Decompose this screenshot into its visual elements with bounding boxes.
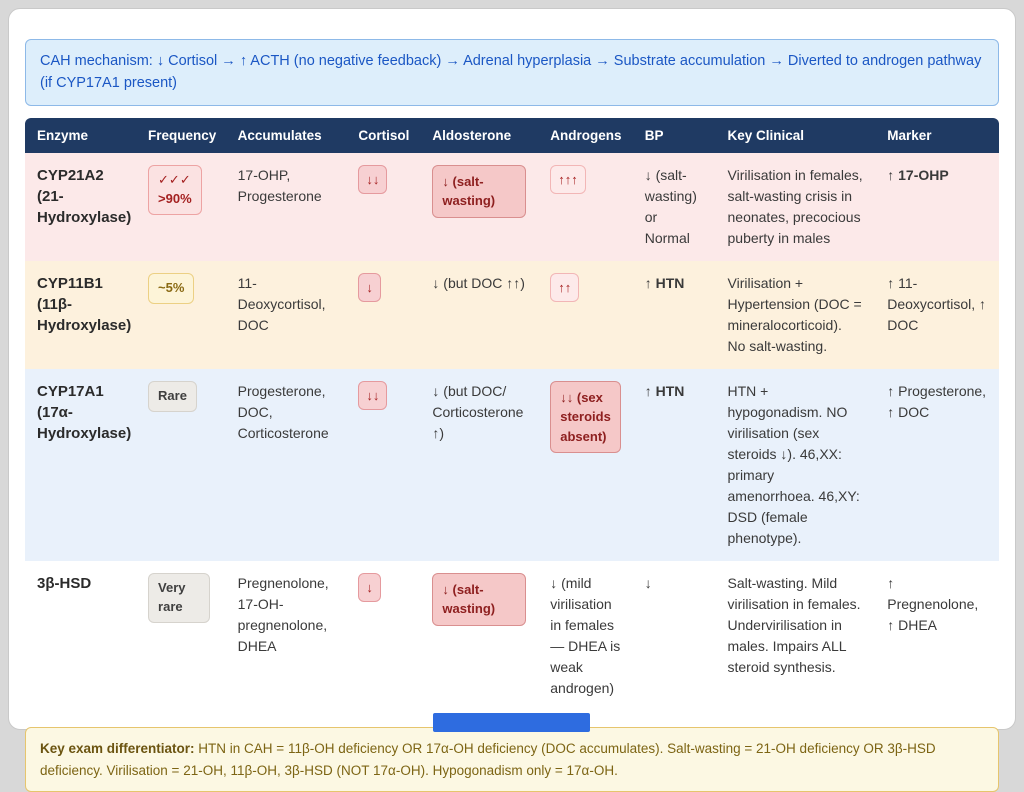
frequency-badge: [148, 165, 202, 215]
col-header-aldosterone: Aldosterone: [420, 118, 538, 153]
bp-cell: [633, 153, 716, 261]
marker-text: ↑ Pregnenolone, ↑ DHEA: [887, 574, 979, 633]
frequency-badge-line1: ~5%: [158, 279, 185, 295]
bp-text: ↓: [644, 574, 652, 591]
marker-cell: [875, 261, 999, 369]
table-row-cyp17a1: [25, 369, 999, 561]
enzyme-cell: 3β-HSD: [37, 574, 92, 592]
enzyme-cell: CYP11B1 (11β-Hydroxylase): [37, 274, 132, 334]
horizontal-scrollbar-thumb[interactable]: [433, 713, 590, 732]
marker-bold-text: 17-OHP: [898, 166, 949, 183]
marker-cell: [875, 153, 999, 261]
enzyme-cell: CYP17A1 (17α-Hydroxylase): [37, 382, 132, 442]
bp-cell: [633, 261, 716, 369]
aldosterone-alert-badge: ↓ (salt-wasting): [432, 165, 526, 218]
key-clinical-cell: Virilisation in females, salt-wasting crisis in neonates, precocious puberty in males: [727, 166, 863, 246]
accumulates-cell: Pregnenolone, 17-OH-pregnenolone, DHEA: [237, 574, 329, 654]
frequency-badge: [148, 573, 210, 623]
marker-text: ↑ Progesterone, ↑ DOC: [887, 382, 987, 420]
col-header-bp: BP: [633, 118, 716, 153]
bp-text: ↑: [644, 274, 656, 291]
table-row-cyp21a2: [25, 153, 999, 261]
note-label: Key exam differentiator:: [40, 740, 195, 756]
aldosterone-cell: [420, 153, 538, 261]
key-differentiator-note: [25, 727, 999, 792]
aldosterone-cell: ↓ (but DOC ↑↑): [432, 274, 525, 291]
cortisol-level-badge: ↓: [358, 573, 381, 603]
table-row-3b-hsd: [25, 561, 999, 711]
cortisol-level-badge: ↓↓: [358, 165, 387, 195]
cortisol-cell: [346, 369, 420, 561]
col-header-accumulates: Accumulates: [226, 118, 347, 153]
col-header-frequency: Frequency: [136, 118, 226, 153]
note-text: HTN in CAH = 11β-OH deficiency OR 17α-OH deficiency (DOC accumulates). Salt-wasting = 21-OH deficiency OR 3β-HSD deficiency. Virilisation = 21-OH, 11β-OH, 3β-HSD (NOT 17α-OH). Hypogonadism only = 17α-OH.: [40, 740, 936, 778]
col-header-cortisol: Cortisol: [346, 118, 420, 153]
col-header-marker: Marker: [875, 118, 999, 153]
cah-table-container: [25, 118, 999, 711]
enzyme-cell: CYP21A2 (21-Hydroxylase): [37, 166, 132, 226]
androgens-cell: [538, 369, 632, 561]
marker-cell: [875, 561, 999, 711]
aldosterone-alert-badge: ↓ (salt-wasting): [432, 573, 526, 626]
content-card: [8, 8, 1016, 778]
frequency-badge-line2: >90%: [158, 190, 192, 206]
frequency-cell: [136, 153, 226, 261]
cortisol-cell: [346, 561, 420, 711]
key-clinical-cell: Virilisation + Hypertension (DOC = mineralocorticoid). No salt-wasting.: [727, 274, 862, 354]
bp-text: ↑: [644, 382, 656, 399]
table-header-row: [25, 118, 999, 153]
cah-enzyme-table: [25, 118, 999, 711]
androgens-level-badge: ↑↑↑: [550, 165, 586, 195]
marker-cell: [875, 369, 999, 561]
aldosterone-cell: [420, 561, 538, 711]
cortisol-cell: [346, 153, 420, 261]
cortisol-cell: [346, 261, 420, 369]
accumulates-cell: 17-OHP, Progesterone: [237, 166, 322, 204]
bp-cell: [633, 369, 716, 561]
col-header-androgens: Androgens: [538, 118, 632, 153]
col-header-key-clinical: Key Clinical: [716, 118, 876, 153]
frequency-cell: [136, 561, 226, 711]
androgens-level-badge: ↑↑: [550, 273, 579, 303]
aldosterone-cell: ↓ (but DOC/ Corticosterone ↑): [432, 382, 524, 441]
table-row-cyp11b1: [25, 261, 999, 369]
androgens-alert-badge: ↓↓ (sex steroids absent): [550, 381, 621, 454]
bp-cell: [633, 561, 716, 711]
frequency-badge-line1: ✓✓✓: [158, 171, 191, 187]
col-header-enzyme: Enzyme: [25, 118, 136, 153]
androgens-cell: ↓ (mild virilisation in females — DHEA is weak androgen): [550, 574, 621, 696]
key-clinical-cell: Salt-wasting. Mild virilisation in females. Undervirilisation in males. Impairs ALL steroid synthesis.: [727, 574, 861, 675]
frequency-cell: [136, 369, 226, 561]
frequency-cell: [136, 261, 226, 369]
accumulates-cell: 11-Deoxycortisol, DOC: [237, 274, 326, 333]
frequency-badge: [148, 381, 197, 412]
marker-text: ↑ 11-Deoxycortisol, ↑ DOC: [887, 274, 987, 333]
cortisol-level-badge: ↓↓: [358, 381, 387, 411]
frequency-badge-line1: Very rare: [158, 579, 186, 614]
frequency-badge: [148, 273, 194, 304]
frequency-badge-line1: Rare: [158, 387, 187, 403]
bp-bold-text: HTN: [655, 274, 685, 291]
androgens-cell: [538, 261, 632, 369]
mechanism-banner-text: CAH mechanism: ↓ Cortisol → ↑ ACTH (no negative feedback) → Adrenal hyperplasia → Substrate accumulation → Diverted to androgen pathway (if CYP17A1 present): [40, 53, 982, 92]
androgens-cell: [538, 153, 632, 261]
key-clinical-cell: HTN + hypogonadism. NO virilisation (sex steroids ↓). 46,XX: primary amenorrhoea. 46,XY: DSD (female phenotype).: [727, 382, 860, 546]
mechanism-banner: [25, 39, 999, 106]
accumulates-cell: Progesterone, DOC, Corticosterone: [237, 382, 329, 441]
cortisol-level-badge: ↓: [358, 273, 381, 303]
bp-text: ↓ (salt-wasting) or Normal: [644, 166, 697, 246]
marker-text: ↑: [887, 166, 899, 183]
bp-bold-text: HTN: [655, 382, 685, 399]
